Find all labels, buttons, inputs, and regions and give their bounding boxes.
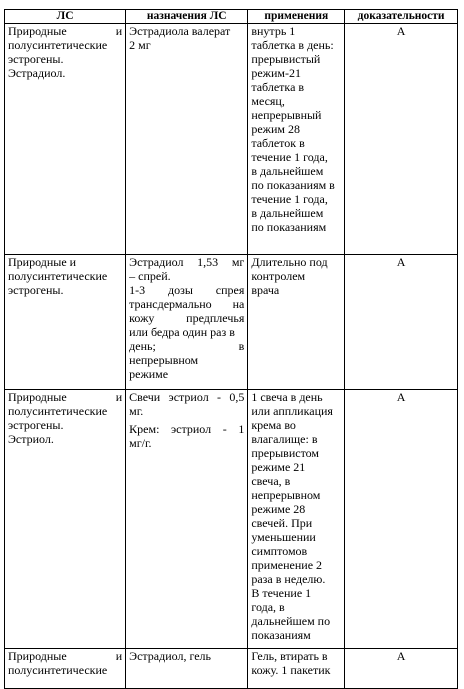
cell-line: в дальнейшем xyxy=(251,206,324,220)
cell-line: кожу. 1 пакетик xyxy=(251,663,331,677)
cell-line: по показаниям в xyxy=(251,178,335,192)
cell-line: крема во xyxy=(251,418,296,432)
cell-line: мг. xyxy=(129,404,144,418)
cell-line: режим-21 xyxy=(251,66,301,80)
drug-group-cell xyxy=(5,390,126,649)
prescription-cell xyxy=(126,24,248,255)
cell-line: таблетка в xyxy=(251,80,305,94)
cell-line: течение 1 года, xyxy=(251,192,328,206)
cell-line: уменьшении xyxy=(251,530,316,544)
cell-line: Эстрадиол, гель xyxy=(129,649,212,663)
header-drug: ЛС xyxy=(5,10,126,24)
drug-group-cell xyxy=(5,649,126,689)
cell-line: Крем: эстриол - 1 xyxy=(129,422,245,436)
cell-line: или бедра один раз в xyxy=(129,325,235,339)
evidence-level-cell: A xyxy=(345,390,458,649)
cell-line: в дальнейшем xyxy=(251,164,324,178)
cell-line: таблетка в день: xyxy=(251,38,334,52)
drug-table xyxy=(4,9,458,689)
drug-group-cell xyxy=(5,24,126,255)
cell-line: мг/г. xyxy=(129,436,152,450)
cell-line: день; в xyxy=(129,339,245,353)
prescription-cell xyxy=(126,255,248,390)
cell-line: полусинтетические xyxy=(8,269,108,283)
cell-line: Эстриол. xyxy=(8,432,54,446)
cell-line: свеча, в xyxy=(251,474,291,488)
cell-line: Эстрадиол 1,53 мг xyxy=(129,255,245,269)
cell-line: трансдермально на xyxy=(129,297,245,311)
cell-line: Природные и xyxy=(8,24,123,38)
cell-line: Свечи эстриол - 0,5 xyxy=(129,390,245,404)
cell-line: показаниям xyxy=(251,628,311,642)
cell-line: В течение 1 xyxy=(251,586,312,600)
header-usage: применения xyxy=(248,10,345,24)
cell-line: внутрь 1 xyxy=(251,24,296,38)
cell-line: или аппликация xyxy=(251,404,333,418)
cell-line: полусинтетические xyxy=(8,404,108,418)
evidence-level-cell: A xyxy=(345,24,458,255)
cell-line: режиме 28 xyxy=(251,502,306,516)
cell-line: непрерывном xyxy=(251,488,321,502)
cell-line: прерывистый xyxy=(251,52,321,66)
cell-line: Эстрадиола валерат xyxy=(129,24,231,38)
cell-line: непрерывный xyxy=(251,108,322,122)
cell-line: прерывистом xyxy=(251,446,320,460)
cell-line: Природные и xyxy=(8,390,123,404)
table-header xyxy=(5,10,458,24)
cell-line: 2 мг xyxy=(129,38,151,52)
prescription-cell xyxy=(126,649,248,689)
cell-line: влагалище: в xyxy=(251,432,318,446)
cell-line: Эстрадиол. xyxy=(8,66,66,80)
cell-line: контролем xyxy=(251,269,306,283)
table-row xyxy=(5,255,458,390)
cell-line: Длительно под xyxy=(251,255,328,269)
usage-cell xyxy=(248,24,345,255)
cell-line: 1 свеча в день xyxy=(251,390,323,404)
cell-line: режиме xyxy=(129,367,169,381)
cell-line: Природные и xyxy=(8,255,77,269)
usage-cell xyxy=(248,255,345,390)
cell-line: кожу предплечья xyxy=(129,311,245,325)
cell-line: – спрей. xyxy=(129,269,171,283)
cell-line: симптомов xyxy=(251,544,308,558)
cell-line: режиме 21 xyxy=(251,460,306,474)
cell-line: полусинтетические xyxy=(8,38,108,52)
cell-line: Гель, втирать в xyxy=(251,649,328,663)
cell-line: врача xyxy=(251,283,280,297)
prescription-cell xyxy=(126,390,248,649)
cell-line: эстрогены. xyxy=(8,418,64,432)
cell-line: полусинтетические xyxy=(8,663,108,677)
cell-line: Природные и xyxy=(8,649,123,663)
evidence-level-cell: A xyxy=(345,649,458,689)
evidence-level-cell: A xyxy=(345,255,458,390)
cell-line: дальнейшем по xyxy=(251,614,331,628)
cell-line: свечей. При xyxy=(251,516,313,530)
table-row xyxy=(5,24,458,255)
drug-group-cell xyxy=(5,255,126,390)
header-row xyxy=(5,10,458,24)
header-evidence-level: доказательности xyxy=(345,10,458,24)
cell-line: месяц, xyxy=(251,94,285,108)
table-row xyxy=(5,390,458,649)
usage-cell xyxy=(248,390,345,649)
cell-line: течение 1 года, xyxy=(251,150,328,164)
cell-line: эстрогены. xyxy=(8,283,64,297)
cell-line: по показаниям xyxy=(251,220,327,234)
usage-cell xyxy=(248,649,345,689)
cell-line: непрерывном xyxy=(129,353,199,367)
table-row xyxy=(5,649,458,689)
cell-line: режим 28 xyxy=(251,122,300,136)
cell-line: таблеток в xyxy=(251,136,305,150)
cell-line: 1-3 дозы спрея xyxy=(129,283,245,297)
cell-line: года, в xyxy=(251,600,285,614)
cell-line: эстрогены. xyxy=(8,52,64,66)
table-body xyxy=(5,24,458,689)
header-prescription: назначения ЛС xyxy=(126,10,248,24)
cell-line: раза в неделю. xyxy=(251,572,326,586)
cell-line: применение 2 xyxy=(251,558,323,572)
